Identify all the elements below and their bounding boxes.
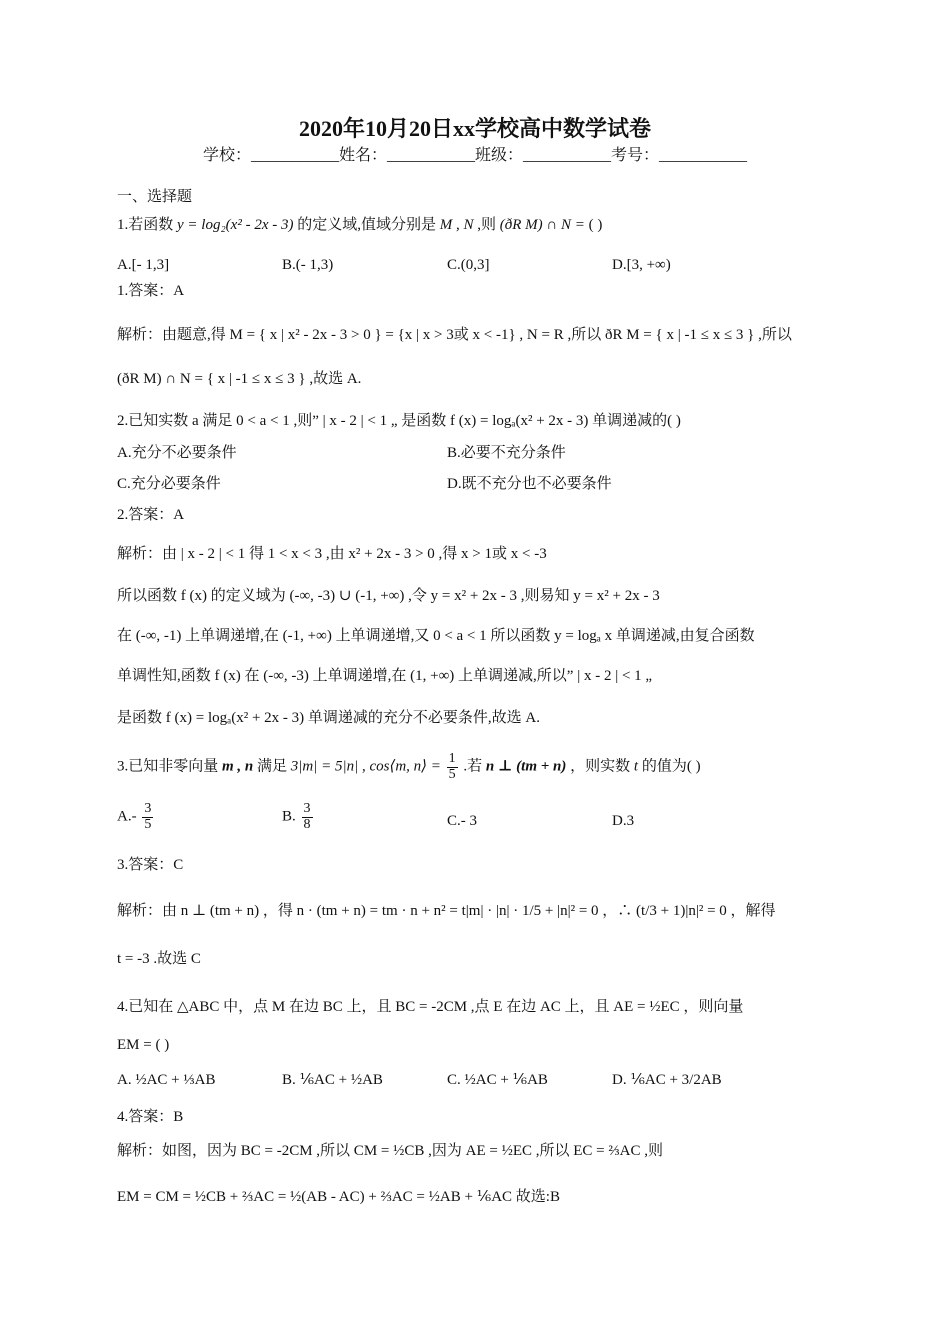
question-3-answer: 3.答案：C	[117, 857, 184, 873]
question-3-stem: 3.已知非零向量 m , n 满足 3|m| = 5|n| , cos⟨m, n⟩ = $\frac{1}{5}$ .若 n ⊥ (tm + n) ，则实数 t 的值为( )	[117, 751, 701, 782]
question-4-answer: 4.答案：B	[117, 1109, 184, 1125]
question-4-analysis-line-1: 解析：如图，因为 BC = -2CM ,所以 CM = ½CB ,因为 AE = ½EC ,所以 EC = ⅔AC ,则	[117, 1143, 663, 1159]
section-heading: 一、选择题	[117, 189, 193, 205]
question-2-option-d: D.既不充分也不必要条件	[447, 476, 612, 492]
question-1-option-c: C.(0,3]	[447, 257, 490, 273]
question-3-option-c: C.- 3	[447, 813, 478, 829]
question-1-stem: 1.若函数 y = log₂(x² - 2x - 3) 的定义域,值域分别是 M , N ,则 (ðR M) ∩ N = ( )	[117, 217, 603, 233]
question-3-option-a: A.- $\frac{3}{5}$	[117, 801, 152, 832]
question-3-option-d: D.3	[612, 813, 635, 829]
student-info-line: 学校：___________姓名：___________班级：___________考号：___________	[202, 147, 747, 164]
question-2-analysis-line-5: 是函数 f (x) = logₐ(x² + 2x - 3) 单调递减的充分不必要条件,故选 A.	[117, 710, 540, 726]
question-2-answer: 2.答案：A	[117, 507, 185, 523]
question-1-answer: 1.答案：A	[117, 283, 185, 299]
question-1-analysis-line-2: (ðR M) ∩ N = { x | -1 ≤ x ≤ 3 } ,故选 A.	[117, 371, 362, 387]
question-4-analysis-line-2: EM = CM = ½CB + ⅔AC = ½(AB - AC) + ⅔AC = ½AB + ⅙AC 故选:B	[117, 1189, 560, 1205]
question-2-stem: 2.已知实数 a 满足 0 < a < 1 ,则” | x - 2 | < 1 „ 是函数 f (x) = logₐ(x² + 2x - 3) 单调递减的( )	[117, 413, 681, 429]
question-1-option-d: D.[3, +∞)	[612, 257, 671, 273]
page-title: 2020年10月20日xx学校高中数学试卷	[298, 116, 651, 141]
question-3-option-b: B. $\frac{3}{8}$	[282, 801, 311, 832]
question-2-option-b: B.必要不充分条件	[447, 445, 566, 461]
fraction: $\frac{1}{5}$	[448, 751, 456, 782]
question-4-option-d: D. ⅙AC + 3/2AB	[612, 1072, 722, 1088]
question-4-option-a: A. ½AC + ⅓AB	[117, 1072, 216, 1088]
question-1-option-a: A.[- 1,3]	[117, 257, 170, 273]
question-2-analysis-line-3: 在 (-∞, -1) 上单调递增,在 (-1, +∞) 上单调递增,又 0 < a < 1 所以函数 y = logₐ x 单调递减,由复合函数	[117, 628, 755, 644]
question-3-analysis-line-2: t = -3 .故选 C	[117, 951, 201, 967]
question-3-analysis-line-1: 解析：由 n ⊥ (tm + n) ，得 n · (tm + n) = tm · n + n² = t|m| · |n| · 1/5 + |n|² = 0 ，∴ (t/3 + 1)|n|² = 0 ，解得	[117, 903, 776, 919]
question-2-analysis-line-1: 解析：由 | x - 2 | < 1 得 1 < x < 3 ,由 x² + 2x - 3 > 0 ,得 x > 1或 x < -3	[117, 546, 547, 562]
question-2-option-c: C.充分必要条件	[117, 476, 221, 492]
question-4-option-c: C. ½AC + ⅙AB	[447, 1072, 548, 1088]
question-1-option-b: B.(- 1,3)	[282, 257, 334, 273]
question-2-option-a: A.充分不必要条件	[117, 445, 237, 461]
question-1-analysis-line-1: 解析：由题意,得 M = { x | x² - 2x - 3 > 0 } = {x | x > 3或 x < -1} , N = R ,所以 ðR M = { x | -1 ≤ x ≤ 3 } ,所以	[117, 327, 792, 343]
question-4-option-b: B. ⅙AC + ½AB	[282, 1072, 383, 1088]
question-4-stem: 4.已知在 △ABC 中，点 M 在边 BC 上，且 BC = -2CM ,点 E 在边 AC 上，且 AE = ½EC ，则向量	[117, 999, 744, 1015]
question-2-analysis-line-2: 所以函数 f (x) 的定义域为 (-∞, -3) ∪ (-1, +∞) ,令 y = x² + 2x - 3 ,则易知 y = x² + 2x - 3	[117, 588, 660, 604]
question-4-stem-2: EM = ( )	[117, 1037, 170, 1053]
question-2-analysis-line-4: 单调性知,函数 f (x) 在 (-∞, -3) 上单调递增,在 (1, +∞) 上单调递减,所以” | x - 2 | < 1 „	[117, 668, 653, 684]
